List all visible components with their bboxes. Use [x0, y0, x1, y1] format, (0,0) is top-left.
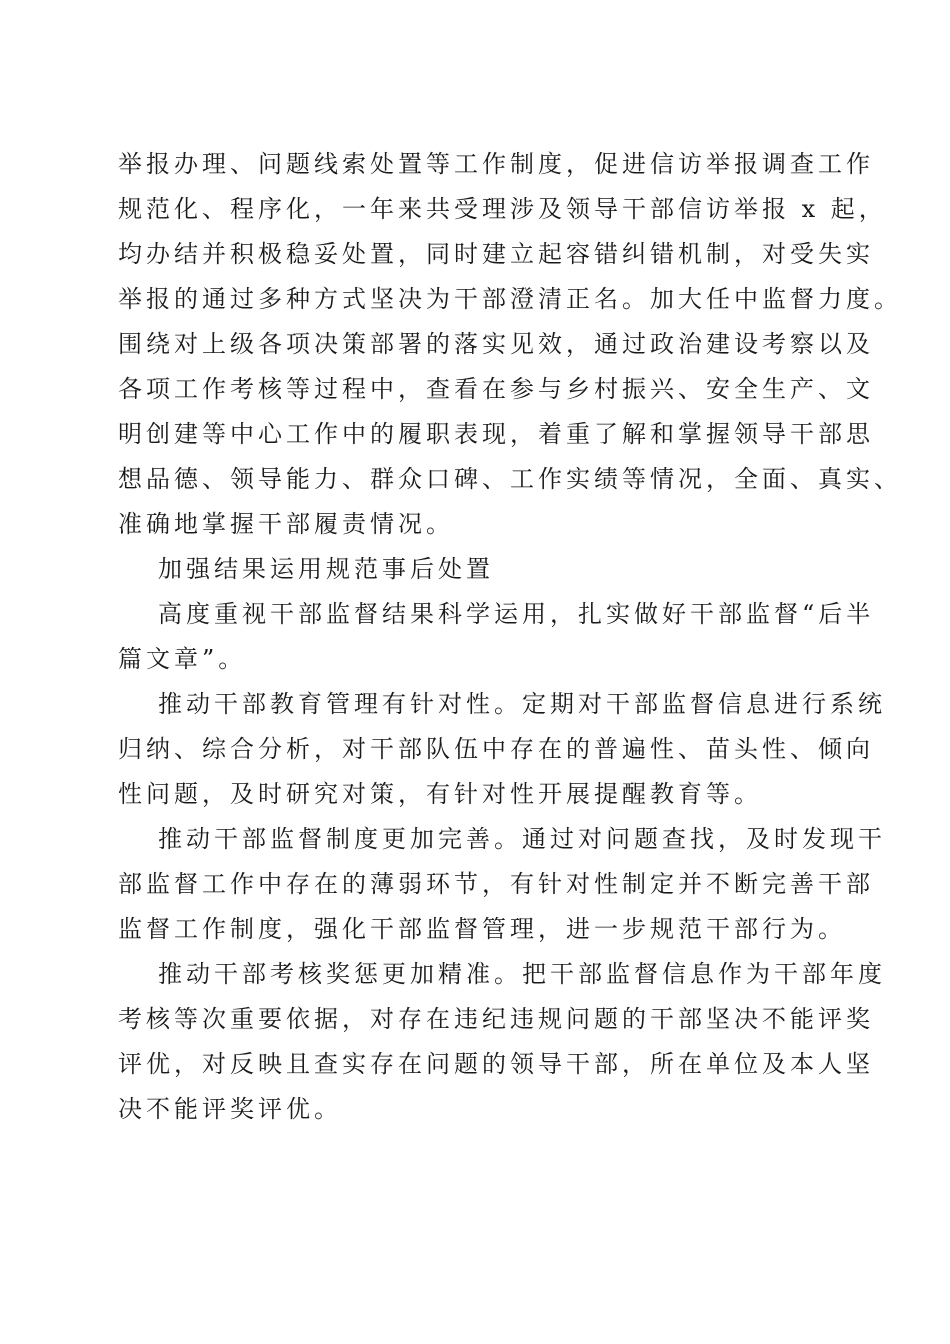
text-line: 归纳、综合分析，对干部队伍中存在的普遍性、苗头性、倾向 [118, 735, 874, 763]
text-line: 评优，对反映且查实存在问题的领导干部，所在单位及本人坚 [118, 1050, 874, 1078]
text-line: 围绕对上级各项决策部署的落实见效，通过政治建设考察以及 [118, 330, 874, 358]
text-line: 推动干部监督制度更加完善。通过对问题查找，及时发现干 [158, 825, 886, 853]
text-line: 推动干部考核奖惩更加精准。把干部监督信息作为干部年度 [158, 960, 886, 988]
section-heading [118, 547, 838, 592]
text-line: 举报的通过多种方式坚决为干部澄清正名。加大任中监督力度。 [118, 285, 902, 313]
text-line: 均办结并积极稳妥处置，同时建立起容错纠错机制，对受失实 [118, 240, 874, 268]
document-body [118, 142, 902, 1132]
text-line: 准确地掌握干部履责情况。 [118, 510, 454, 538]
heading-line: 加强结果运用规范事后处置 [158, 555, 494, 583]
text-line: 明创建等中心工作中的履职表现，着重了解和掌握领导干部思 [118, 420, 874, 448]
text-line: 部监督工作中存在的薄弱环节，有针对性制定并不断完善干部 [118, 870, 874, 898]
text-line: 考核等次重要依据，对存在违纪违规问题的干部坚决不能评奖 [118, 1005, 874, 1033]
text-line: 推动干部教育管理有针对性。定期对干部监督信息进行系统 [158, 690, 886, 718]
text-line: 举报办理、问题线索处置等工作制度，促进信访举报调查工作 [118, 150, 874, 178]
text-line: 各项工作考核等过程中，查看在参与乡村振兴、安全生产、文 [118, 375, 874, 403]
text-line: 篇文章”。 [118, 645, 247, 673]
paragraph-results-usage [118, 592, 875, 682]
text-line: 高度重视干部监督结果科学运用，扎实做好干部监督“后半 [158, 600, 875, 628]
text-line: 监督工作制度，强化干部监督管理，进一步规范干部行为。 [118, 915, 846, 943]
text-line: 想品德、领导能力、群众口碑、工作实绩等情况，全面、真实、 [118, 465, 902, 493]
paragraph-assessment-rewards [118, 952, 886, 1132]
paragraph-reporting-handling [118, 142, 902, 547]
text-line: 规范化、程序化，一年来共受理涉及领导干部信访举报 x 起， [118, 195, 887, 223]
text-line: 决不能评奖评优。 [118, 1095, 342, 1123]
paragraph-supervision-system [118, 817, 886, 952]
paragraph-education-management [118, 682, 886, 817]
text-line: 性问题，及时研究对策，有针对性开展提醒教育等。 [118, 780, 762, 808]
